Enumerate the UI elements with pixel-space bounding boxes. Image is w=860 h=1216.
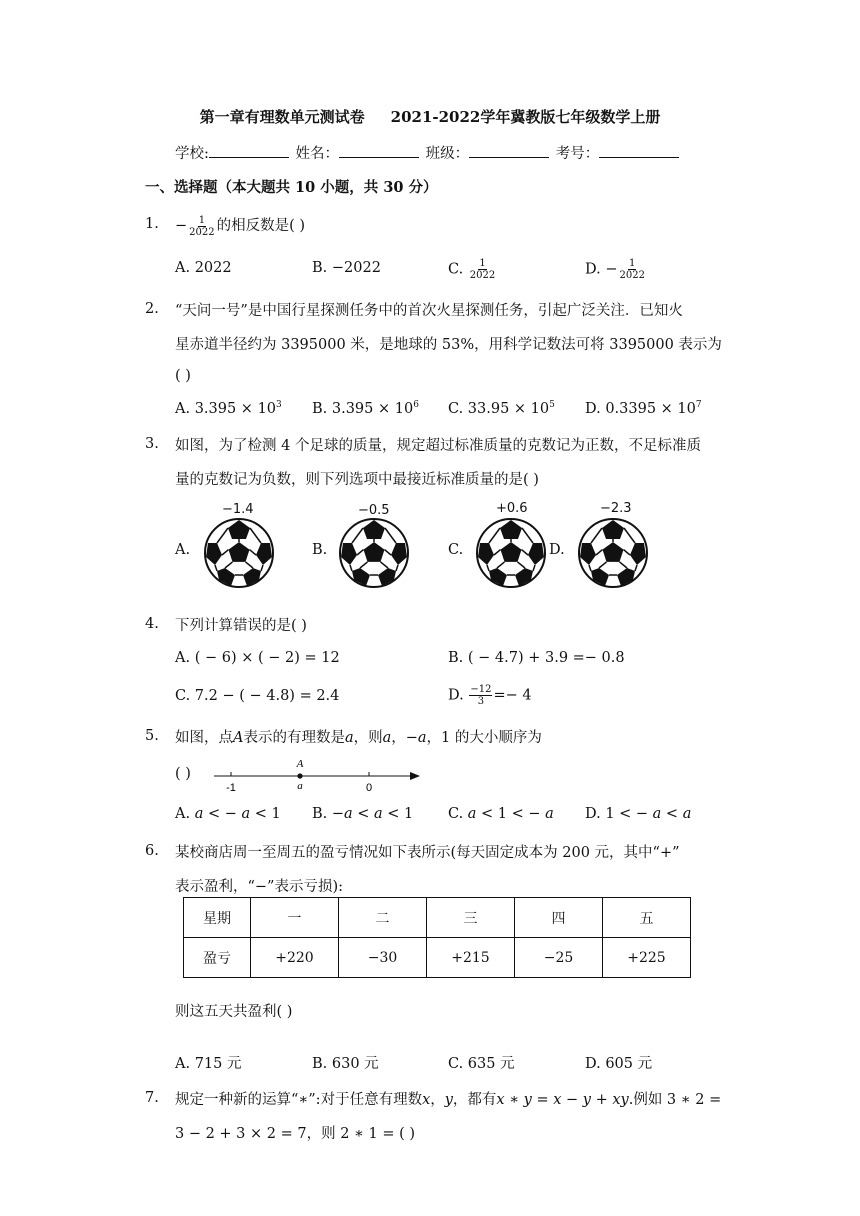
option-c[interactable]: C. 𝑎 < 1 < − 𝑎	[448, 806, 554, 822]
section-heading: 一、选择题（本大题共 10 小题，共 30 分）	[145, 179, 438, 196]
student-info-line	[175, 142, 681, 163]
table-cell: −25	[515, 938, 603, 978]
exam-number-label: 考号：	[555, 146, 600, 162]
question-4-stem: 下列计算错误的是( )	[175, 618, 307, 634]
ball-weight-label: −1.4	[222, 502, 254, 517]
option-c[interactable]: C. 7.2 − ( − 4.8) = 2.4	[175, 688, 340, 704]
question-6-question: 则这五天共盈利( )	[175, 1004, 293, 1020]
question-number: 6.	[145, 843, 159, 859]
option-c[interactable]: C. 635 元	[448, 1056, 515, 1072]
table-row	[184, 938, 691, 978]
class-label: 班级：	[425, 146, 470, 162]
question-2-line: 星赤道半径约为 3395000 米，是地球的 53%，用科学记数法可将 3395000 表示为	[175, 337, 722, 353]
class-field[interactable]	[469, 145, 549, 158]
table-row	[184, 898, 691, 938]
option-d[interactable]: D. 1 < − 𝑎 < 𝑎	[585, 806, 692, 822]
table-cell: 盈亏	[184, 938, 251, 978]
option-d[interactable]: D. $0.3395 \times 10^7$	[585, 400, 702, 417]
table-cell: +220	[251, 938, 339, 978]
option-d[interactable]: D. $\frac{-12}{3}$ =− 4	[448, 684, 532, 707]
question-number: 3.	[145, 436, 159, 452]
ball-weight-label: −2.3	[600, 501, 632, 516]
table-cell: 二	[339, 898, 427, 938]
question-5-paren: ( )	[175, 766, 191, 782]
question-2-line: “天问一号”是中国行星探测任务中的首次火星探测任务，引起广泛关注．已知火	[175, 303, 683, 319]
table-cell: 一	[251, 898, 339, 938]
question-6-line: 某校商店周一至周五的盈亏情况如下表所示(每天固定成本为 200 元，其中“+”	[175, 845, 680, 861]
question-number: 5.	[145, 728, 159, 744]
table-cell: 星期	[184, 898, 251, 938]
question-6-line: 表示盈利，“−”表示亏损):	[175, 879, 344, 895]
option-b[interactable]: B. ( − 4.7) + 3.9 =− 0.8	[448, 650, 625, 666]
question-7-line: 3 − 2 + 3 × 2 = 7，则 2 ∗ 1 = ( )	[175, 1126, 416, 1142]
soccer-ball-icon	[576, 516, 650, 590]
ball-weight-label: +0.6	[496, 501, 528, 516]
option-c[interactable]: C. $33.95 \times 10^5$	[448, 400, 555, 417]
question-1-stem: − $\frac{1}{2022}$ 的相反数是( )	[175, 214, 306, 238]
option-a[interactable]: A. 𝑎 < − 𝑎 < 1	[175, 806, 281, 822]
table-cell: 五	[603, 898, 691, 938]
ball-weight-label: −0.5	[358, 503, 390, 518]
point-a-value: a	[297, 780, 303, 792]
fraction: $\frac{1}{2022}$	[189, 214, 215, 238]
question-number: 2.	[145, 301, 159, 317]
question-5-stem: 如图，点𝐴表示的有理数是𝑎，则𝑎，−𝑎，1 的大小顺序为	[175, 730, 542, 746]
option-a[interactable]: A. 715 元	[175, 1056, 242, 1072]
option-b[interactable]: B. $3.395 \times 10^6$	[312, 400, 419, 417]
exam-number-field[interactable]	[599, 145, 679, 158]
table-cell: +225	[603, 938, 691, 978]
profit-table	[183, 897, 691, 978]
question-3-line: 如图，为了检测 4 个足球的质量，规定超过标准质量的克数记为正数，不足标准质	[175, 438, 701, 454]
option-c[interactable]: C. $\frac{1}{2022}$	[448, 258, 496, 281]
option-b[interactable]: B. 630 元	[312, 1056, 379, 1072]
school-label: 学校:	[175, 146, 209, 162]
number-line	[214, 756, 424, 796]
question-number: 1.	[145, 216, 159, 232]
tick-label: -1	[226, 782, 236, 794]
option-a[interactable]: A. $3.395 \times 10^3$	[175, 400, 282, 417]
table-cell: +215	[427, 938, 515, 978]
name-field[interactable]	[339, 145, 419, 158]
option-b[interactable]: B. −𝑎 < 𝑎 < 1	[312, 806, 414, 822]
soccer-ball-icon	[202, 516, 276, 590]
soccer-ball-icon	[337, 516, 411, 590]
page-title: 第一章有理数单元测试卷 2021-2022学年冀教版七年级数学上册	[199, 108, 661, 126]
point-a-label: A	[296, 758, 304, 770]
option-b[interactable]: B.	[312, 542, 328, 558]
question-3-line: 量的克数记为负数，则下列选项中最接近标准质量的是( )	[175, 472, 539, 488]
option-b[interactable]: B. −2022	[312, 260, 381, 276]
option-a[interactable]: A.	[175, 542, 191, 558]
table-cell: 三	[427, 898, 515, 938]
question-7-line: 规定一种新的运算“∗”:对于任意有理数𝑥，𝑦，都有𝑥 ∗ 𝑦 = 𝑥 − 𝑦 + 𝑥𝑦.例如 3 ∗ 2 =	[175, 1092, 722, 1108]
question-number: 4.	[145, 616, 159, 632]
question-2-paren: ( )	[175, 368, 191, 384]
option-d[interactable]: D. 605 元	[585, 1056, 653, 1072]
name-label: 姓名：	[295, 146, 339, 162]
table-cell: 四	[515, 898, 603, 938]
option-a[interactable]: A. 2022	[175, 260, 232, 276]
table-cell: −30	[339, 938, 427, 978]
tick-label: 0	[365, 782, 373, 794]
option-c[interactable]: C.	[448, 542, 464, 558]
question-number: 7.	[145, 1090, 159, 1106]
soccer-ball-icon	[474, 516, 548, 590]
option-a[interactable]: A. ( − 6) × ( − 2) = 12	[175, 650, 340, 666]
option-d[interactable]: D. − $\frac{1}{2022}$	[585, 258, 645, 281]
school-field[interactable]	[209, 145, 289, 158]
option-d[interactable]: D.	[549, 542, 565, 558]
